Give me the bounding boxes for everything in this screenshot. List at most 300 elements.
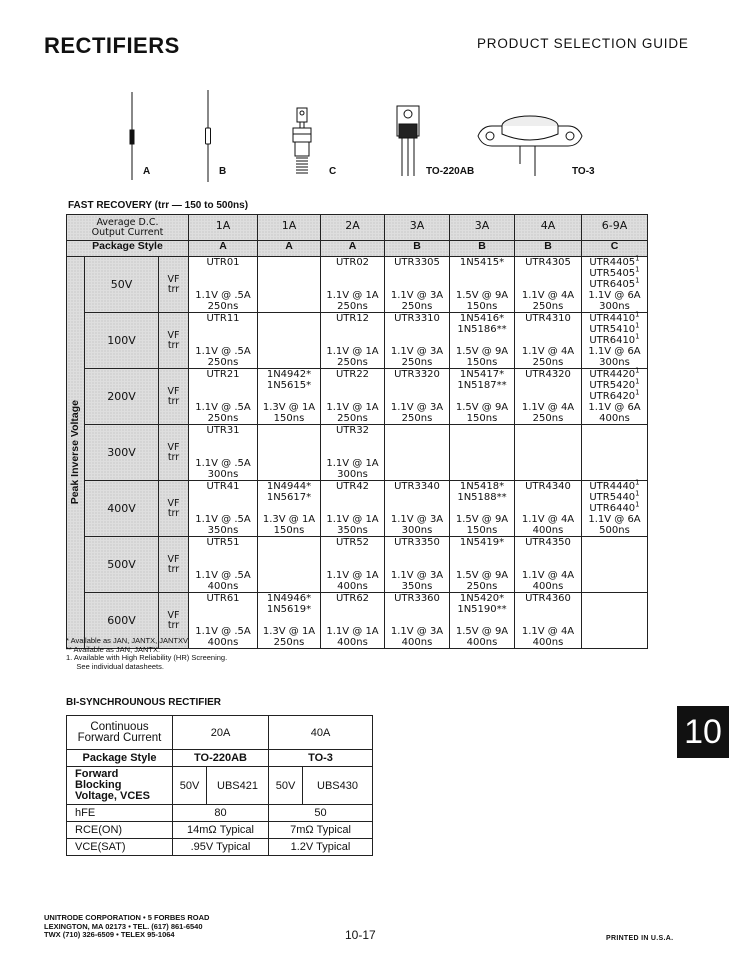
part-number: [516, 369, 580, 380]
bs-current-label: [67, 716, 173, 750]
vf-value: 1.1V @ 3A: [390, 514, 444, 525]
cell-spacer: [190, 380, 256, 402]
part-number-text: 1N4944*: [266, 481, 312, 492]
part-numbers: [386, 313, 448, 324]
part-number-text: UTR4340: [525, 481, 571, 492]
package-style-cell: B: [385, 241, 450, 257]
part-number-text: UTR6420: [589, 391, 636, 402]
vf-value: 1.1V @ 6A: [588, 290, 641, 301]
part-number-text: UTR3310: [394, 313, 440, 324]
vf-value: 1.1V @ 1A: [326, 458, 379, 469]
part-number: [516, 257, 580, 268]
cell-spacer: [259, 391, 319, 402]
part-number: [190, 481, 256, 492]
hr-footnote-mark: 1: [635, 388, 640, 397]
part-numbers: [259, 481, 319, 503]
part-number-text: UTR3320: [394, 369, 440, 380]
part-numbers: [190, 313, 256, 324]
trr-value: 150ns: [466, 413, 498, 424]
current-cell: 1A: [189, 215, 258, 241]
part-number: [386, 481, 448, 492]
part-number-text: UTR01: [206, 257, 240, 268]
vf-value: 1.1V @ 3A: [390, 570, 444, 581]
cell-spacer: [516, 324, 580, 346]
part-number: [516, 537, 580, 548]
page-number: 10-17: [345, 928, 376, 942]
hr-footnote-mark: 1: [635, 310, 640, 319]
part-cell: [189, 481, 258, 537]
part-number-text: 1N5188**: [457, 492, 507, 503]
bs-package-label: Package Style: [67, 750, 173, 767]
part-number-text: UTR42: [335, 481, 370, 492]
part-cell: [385, 593, 450, 649]
symbol-cell: [159, 313, 189, 369]
page-title: RECTIFIERS: [44, 33, 180, 58]
part-number: [322, 313, 383, 324]
cell-spacer: [322, 492, 383, 514]
vf-value: 1.1V @ 6A: [588, 346, 641, 357]
part-numbers: [259, 593, 319, 615]
part-cell: [385, 537, 450, 593]
cell-spacer: [451, 391, 513, 402]
part-number: [259, 380, 319, 391]
part-number-text: UTR3350: [394, 537, 440, 548]
cell-spacer: [516, 380, 580, 402]
symbol-vf: VF: [167, 441, 180, 453]
part-numbers: [516, 369, 580, 380]
cell-spacer: [322, 324, 383, 346]
trr-value: 300ns: [207, 469, 239, 480]
symbol-cell: [159, 369, 189, 425]
part-number: [451, 369, 513, 380]
voltage-row: [67, 537, 648, 593]
part-cell: [189, 313, 258, 369]
part-cell: [321, 593, 385, 649]
trr-value: 300ns: [337, 469, 368, 480]
cell-spacer: [190, 492, 256, 514]
vf-value: 1.1V @ 1A: [326, 570, 379, 581]
part-cell: [385, 369, 450, 425]
part-numbers: [322, 257, 383, 268]
trr-value: 400ns: [532, 581, 564, 592]
package-c-icon: [293, 108, 311, 173]
current-label-line2: Output Current: [91, 227, 164, 238]
part-number: [386, 369, 448, 380]
vf-value: 1.1V @ 3A: [390, 626, 444, 637]
corporate-address: [44, 914, 209, 940]
part-number: [451, 380, 513, 391]
side-label-cell: [67, 257, 85, 649]
vf-value: 1.1V @ 1A: [326, 402, 379, 413]
part-number-text: 1N5619*: [266, 604, 312, 615]
cell-spacer: [516, 548, 580, 570]
trr-value: 150ns: [273, 413, 305, 424]
part-numbers: [516, 537, 580, 548]
part-cell: [450, 257, 515, 313]
fast-recovery-table: [66, 214, 648, 649]
part-number-text: UTR5405: [589, 268, 636, 279]
part-number-text: UTR4440: [589, 481, 636, 492]
package-style-cell: B: [515, 241, 582, 257]
part-numbers: [190, 593, 256, 604]
package-label-to220: TO-220AB: [426, 166, 475, 177]
part-number-text: UTR12: [335, 313, 370, 324]
part-number: [322, 369, 383, 380]
symbol-trr: trr: [167, 563, 180, 575]
part-cell: [515, 537, 582, 593]
cell-spacer: [259, 537, 319, 570]
part-numbers: [516, 313, 580, 324]
vf-value: 1.1V @ 3A: [390, 402, 444, 413]
footnote: ** Available as JAN, JANTX.: [66, 644, 161, 654]
part-number-text: UTR5410: [589, 324, 636, 335]
part-numbers: [386, 369, 448, 380]
part-numbers: [190, 425, 256, 436]
symbol-cell: [159, 257, 189, 313]
part-number-text: 1N5416*: [459, 313, 505, 324]
part-number-text: UTR22: [335, 369, 370, 380]
hr-footnote-mark: 1: [635, 321, 640, 330]
printed-note: PRINTED IN U.S.A.: [606, 935, 674, 942]
package-style-label: Package Style: [67, 241, 189, 257]
hr-footnote-mark: 1: [635, 254, 640, 263]
package-label-to3: TO-3: [572, 166, 595, 177]
bs-package-20: TO-220AB: [173, 750, 269, 767]
part-numbers: [190, 257, 256, 268]
cell-spacer: [451, 425, 513, 458]
part-cell: [258, 425, 321, 481]
part-cell: [321, 537, 385, 593]
part-cell: [582, 593, 648, 649]
cell-spacer: [190, 268, 256, 290]
bs-hfe-label: hFE: [67, 805, 173, 822]
part-cell: [450, 593, 515, 649]
bs-vce-40: 1.2V Typical: [269, 839, 373, 856]
bs-rce-20: 14mΩ Typical: [173, 822, 269, 839]
part-cell: [321, 369, 385, 425]
part-numbers: [583, 366, 646, 402]
part-numbers: [386, 257, 448, 268]
part-numbers: [386, 593, 448, 604]
part-numbers: [322, 593, 383, 604]
symbol-trr: trr: [167, 283, 180, 295]
cell-spacer: [386, 380, 448, 402]
part-numbers: [516, 481, 580, 492]
part-numbers: [516, 257, 580, 268]
corp-line: LEXINGTON, MA 02173 • TEL. (617) 861-6540: [44, 921, 203, 931]
trr-value: 150ns: [466, 357, 498, 368]
part-number: [190, 257, 256, 268]
voltage-cell: 400V: [85, 481, 159, 537]
corp-line: UNITRODE CORPORATION • 5 FORBES ROAD: [44, 913, 210, 922]
vf-value: 1.1V @ 6A: [588, 514, 641, 525]
part-numbers: [451, 313, 513, 335]
vf-value: 1.1V @ 6A: [588, 402, 641, 413]
bs-hfe-20: 80: [173, 805, 269, 822]
cell-spacer: [516, 604, 580, 626]
part-cell: [582, 366, 648, 425]
vf-value: 1.1V @ .5A: [195, 346, 251, 357]
part-numbers: [451, 537, 513, 548]
vf-value: 1.1V @ 4A: [521, 346, 575, 357]
part-number: [451, 481, 513, 492]
part-cell: [321, 257, 385, 313]
corp-line: TWX (710) 326-6509 • TELEX 95-1064: [44, 930, 175, 939]
part-number-text: UTR5440: [589, 492, 636, 503]
voltage-cell: 50V: [85, 257, 159, 313]
package-to3-icon: [478, 116, 582, 176]
part-number-text: UTR62: [335, 593, 370, 604]
footnote: 1. Available with High Reliability (HR) Screening.: [66, 653, 228, 662]
trr-value: 250ns: [401, 357, 433, 368]
footnote: See individual datasheets.: [66, 661, 164, 671]
part-number-text: 1N5615*: [266, 380, 312, 391]
symbol-cell: [159, 425, 189, 481]
voltage-cell: 600V: [85, 593, 159, 649]
trr-value: 300ns: [599, 357, 630, 368]
trr-value: 400ns: [337, 581, 368, 592]
part-numbers: [583, 254, 646, 290]
cell-spacer: [386, 548, 448, 570]
trr-value: 400ns: [532, 637, 564, 648]
cell-spacer: [451, 268, 513, 290]
bs-vce-label: VCE(SAT): [67, 839, 173, 856]
part-number: [451, 324, 513, 335]
trr-value: 350ns: [337, 525, 368, 536]
part-numbers: [583, 478, 646, 514]
vf-value: 1.1V @ 1A: [326, 346, 379, 357]
bs-vce-20: .95V Typical: [173, 839, 269, 856]
part-number-text: UTR4410: [589, 313, 636, 324]
part-number-text: UTR61: [206, 593, 240, 604]
part-number: [451, 604, 513, 615]
current-cell: 2A: [321, 215, 385, 241]
vf-value: 1.5V @ 9A: [455, 514, 509, 525]
bi-sync-heading: BI-SYNCHROUNOUS RECTIFIER: [66, 697, 222, 708]
cell-spacer: [386, 604, 448, 626]
part-cell: [450, 537, 515, 593]
bs-forward-line2: Blocking: [75, 779, 122, 791]
part-number: [386, 537, 448, 548]
part-numbers: [322, 369, 383, 380]
vf-value: 1.1V @ 1A: [326, 290, 379, 301]
trr-value: 300ns: [401, 525, 433, 536]
part-cell: [189, 257, 258, 313]
package-style-cell: B: [450, 241, 515, 257]
part-numbers: [322, 313, 383, 324]
current-cell: 6-9A: [582, 215, 648, 241]
symbol-vf: VF: [167, 553, 180, 565]
package-style-cell: A: [321, 241, 385, 257]
part-cell: [385, 257, 450, 313]
part-numbers: [190, 537, 256, 548]
part-cell: [385, 481, 450, 537]
package-illustrations: [120, 88, 620, 188]
trr-value: 250ns: [466, 581, 498, 592]
symbol-trr: trr: [167, 395, 180, 407]
part-numbers: [190, 481, 256, 492]
bs-current-label-line1: Continuous: [90, 720, 149, 733]
package-style-cell: A: [258, 241, 321, 257]
symbol-trr: trr: [167, 451, 180, 463]
part-cell: [321, 313, 385, 369]
trr-value: 500ns: [599, 525, 630, 536]
vf-value: 1.5V @ 9A: [455, 290, 509, 301]
part-number: [386, 313, 448, 324]
voltage-cell: 200V: [85, 369, 159, 425]
part-number: [583, 500, 646, 514]
trr-value: 400ns: [401, 637, 433, 648]
trr-value: 250ns: [337, 413, 368, 424]
vf-value: 1.1V @ 4A: [521, 570, 575, 581]
part-cell: [450, 481, 515, 537]
symbol-vf: VF: [167, 609, 180, 621]
hr-footnote-mark: 1: [635, 377, 640, 386]
part-numbers: [386, 537, 448, 548]
symbol-trr: trr: [167, 619, 180, 631]
part-cell: [515, 481, 582, 537]
package-label-b: B: [219, 166, 227, 177]
part-number-text: 1N5417*: [459, 369, 505, 380]
symbol-vf: VF: [167, 497, 180, 509]
part-number-text: UTR02: [335, 257, 370, 268]
section-tab: 10: [677, 706, 729, 758]
current-label-cell: [67, 215, 189, 241]
cell-spacer: [322, 436, 383, 458]
trr-value: 400ns: [599, 413, 630, 424]
part-numbers: [322, 537, 383, 548]
part-cell: [582, 254, 648, 313]
cell-spacer: [516, 425, 580, 458]
package-label-a: A: [143, 166, 151, 177]
part-number: [322, 537, 383, 548]
bs-forward-line1: Forward: [75, 768, 119, 780]
part-number: [322, 481, 383, 492]
part-number-text: UTR31: [206, 425, 240, 436]
part-number: [190, 313, 256, 324]
part-number-text: 1N5617*: [266, 492, 312, 503]
symbol-trr: trr: [167, 507, 180, 519]
bs-forward-label: [67, 767, 173, 805]
cell-spacer: [516, 492, 580, 514]
cell-spacer: [386, 492, 448, 514]
part-numbers: [451, 257, 513, 268]
cell-spacer: [259, 257, 319, 290]
voltage-row: [67, 481, 648, 537]
vf-value: 1.5V @ 9A: [455, 626, 509, 637]
part-cell: [321, 425, 385, 481]
part-number-text: UTR4320: [525, 369, 571, 380]
trr-value: 250ns: [401, 413, 433, 424]
part-number-text: 1N5187**: [457, 380, 507, 391]
part-number: [516, 313, 580, 324]
part-number: [190, 425, 256, 436]
part-number-text: 1N5420*: [459, 593, 505, 604]
part-number: [451, 313, 513, 324]
symbol-vf: VF: [167, 385, 180, 397]
package-style-cell: C: [582, 241, 648, 257]
trr-value: 150ns: [466, 301, 498, 312]
hr-footnote-mark: 1: [635, 489, 640, 498]
trr-value: 250ns: [337, 357, 368, 368]
part-cell: [258, 369, 321, 425]
part-cell: [450, 313, 515, 369]
hr-footnote-mark: 1: [635, 332, 640, 341]
cell-spacer: [451, 503, 513, 514]
part-numbers: [516, 593, 580, 604]
hr-footnote-mark: 1: [635, 500, 640, 509]
trr-value: 400ns: [207, 637, 239, 648]
cell-spacer: [190, 324, 256, 346]
part-number: [322, 593, 383, 604]
part-cell: [385, 313, 450, 369]
trr-value: 350ns: [401, 581, 433, 592]
vf-value: 1.1V @ .5A: [195, 458, 251, 469]
cell-spacer: [322, 268, 383, 290]
part-numbers: [451, 369, 513, 391]
bs-current-40: 40A: [269, 716, 373, 750]
bi-sync-table: [66, 715, 373, 856]
part-number-text: 1N5415*: [459, 257, 505, 268]
bs-rce-label: RCE(ON): [67, 822, 173, 839]
part-number-text: UTR11: [206, 313, 240, 324]
part-number: [259, 492, 319, 503]
cell-spacer: [259, 503, 319, 514]
part-number-text: UTR21: [206, 369, 240, 380]
trr-value: 400ns: [207, 581, 239, 592]
vf-value: 1.3V @ 1A: [262, 402, 316, 413]
bs-forward-line3: Voltage, VCES: [75, 790, 150, 802]
package-b-icon: [206, 90, 211, 182]
vf-value: 1.1V @ .5A: [195, 290, 251, 301]
part-cell: [189, 369, 258, 425]
cell-spacer: [451, 615, 513, 626]
voltage-cell: 500V: [85, 537, 159, 593]
symbol-trr: trr: [167, 339, 180, 351]
part-cell: [258, 481, 321, 537]
part-number: [451, 492, 513, 503]
trr-value: 250ns: [532, 357, 564, 368]
part-number-text: 1N4946*: [266, 593, 312, 604]
part-number: [451, 257, 513, 268]
part-cell: [515, 313, 582, 369]
trr-value: 400ns: [466, 637, 498, 648]
trr-value: 250ns: [273, 637, 305, 648]
part-number-text: UTR4420: [589, 369, 636, 380]
voltage-cell: 100V: [85, 313, 159, 369]
vf-value: 1.1V @ .5A: [195, 402, 251, 413]
part-numbers: [451, 593, 513, 615]
cell-spacer: [516, 268, 580, 290]
voltage-cell: 300V: [85, 425, 159, 481]
bs-v1: 50V: [173, 767, 207, 805]
part-cell: [450, 369, 515, 425]
trr-value: 250ns: [532, 301, 564, 312]
part-number: [386, 257, 448, 268]
part-cell: [515, 593, 582, 649]
trr-value: 150ns: [466, 525, 498, 536]
part-number: [190, 369, 256, 380]
part-number-text: UTR4350: [525, 537, 571, 548]
current-cell: 3A: [385, 215, 450, 241]
part-number: [583, 332, 646, 346]
symbol-vf: VF: [167, 273, 180, 285]
part-number-text: UTR41: [206, 481, 240, 492]
part-numbers: [322, 481, 383, 492]
symbol-cell: [159, 537, 189, 593]
bs-hfe-40: 50: [269, 805, 373, 822]
part-number: [322, 425, 383, 436]
